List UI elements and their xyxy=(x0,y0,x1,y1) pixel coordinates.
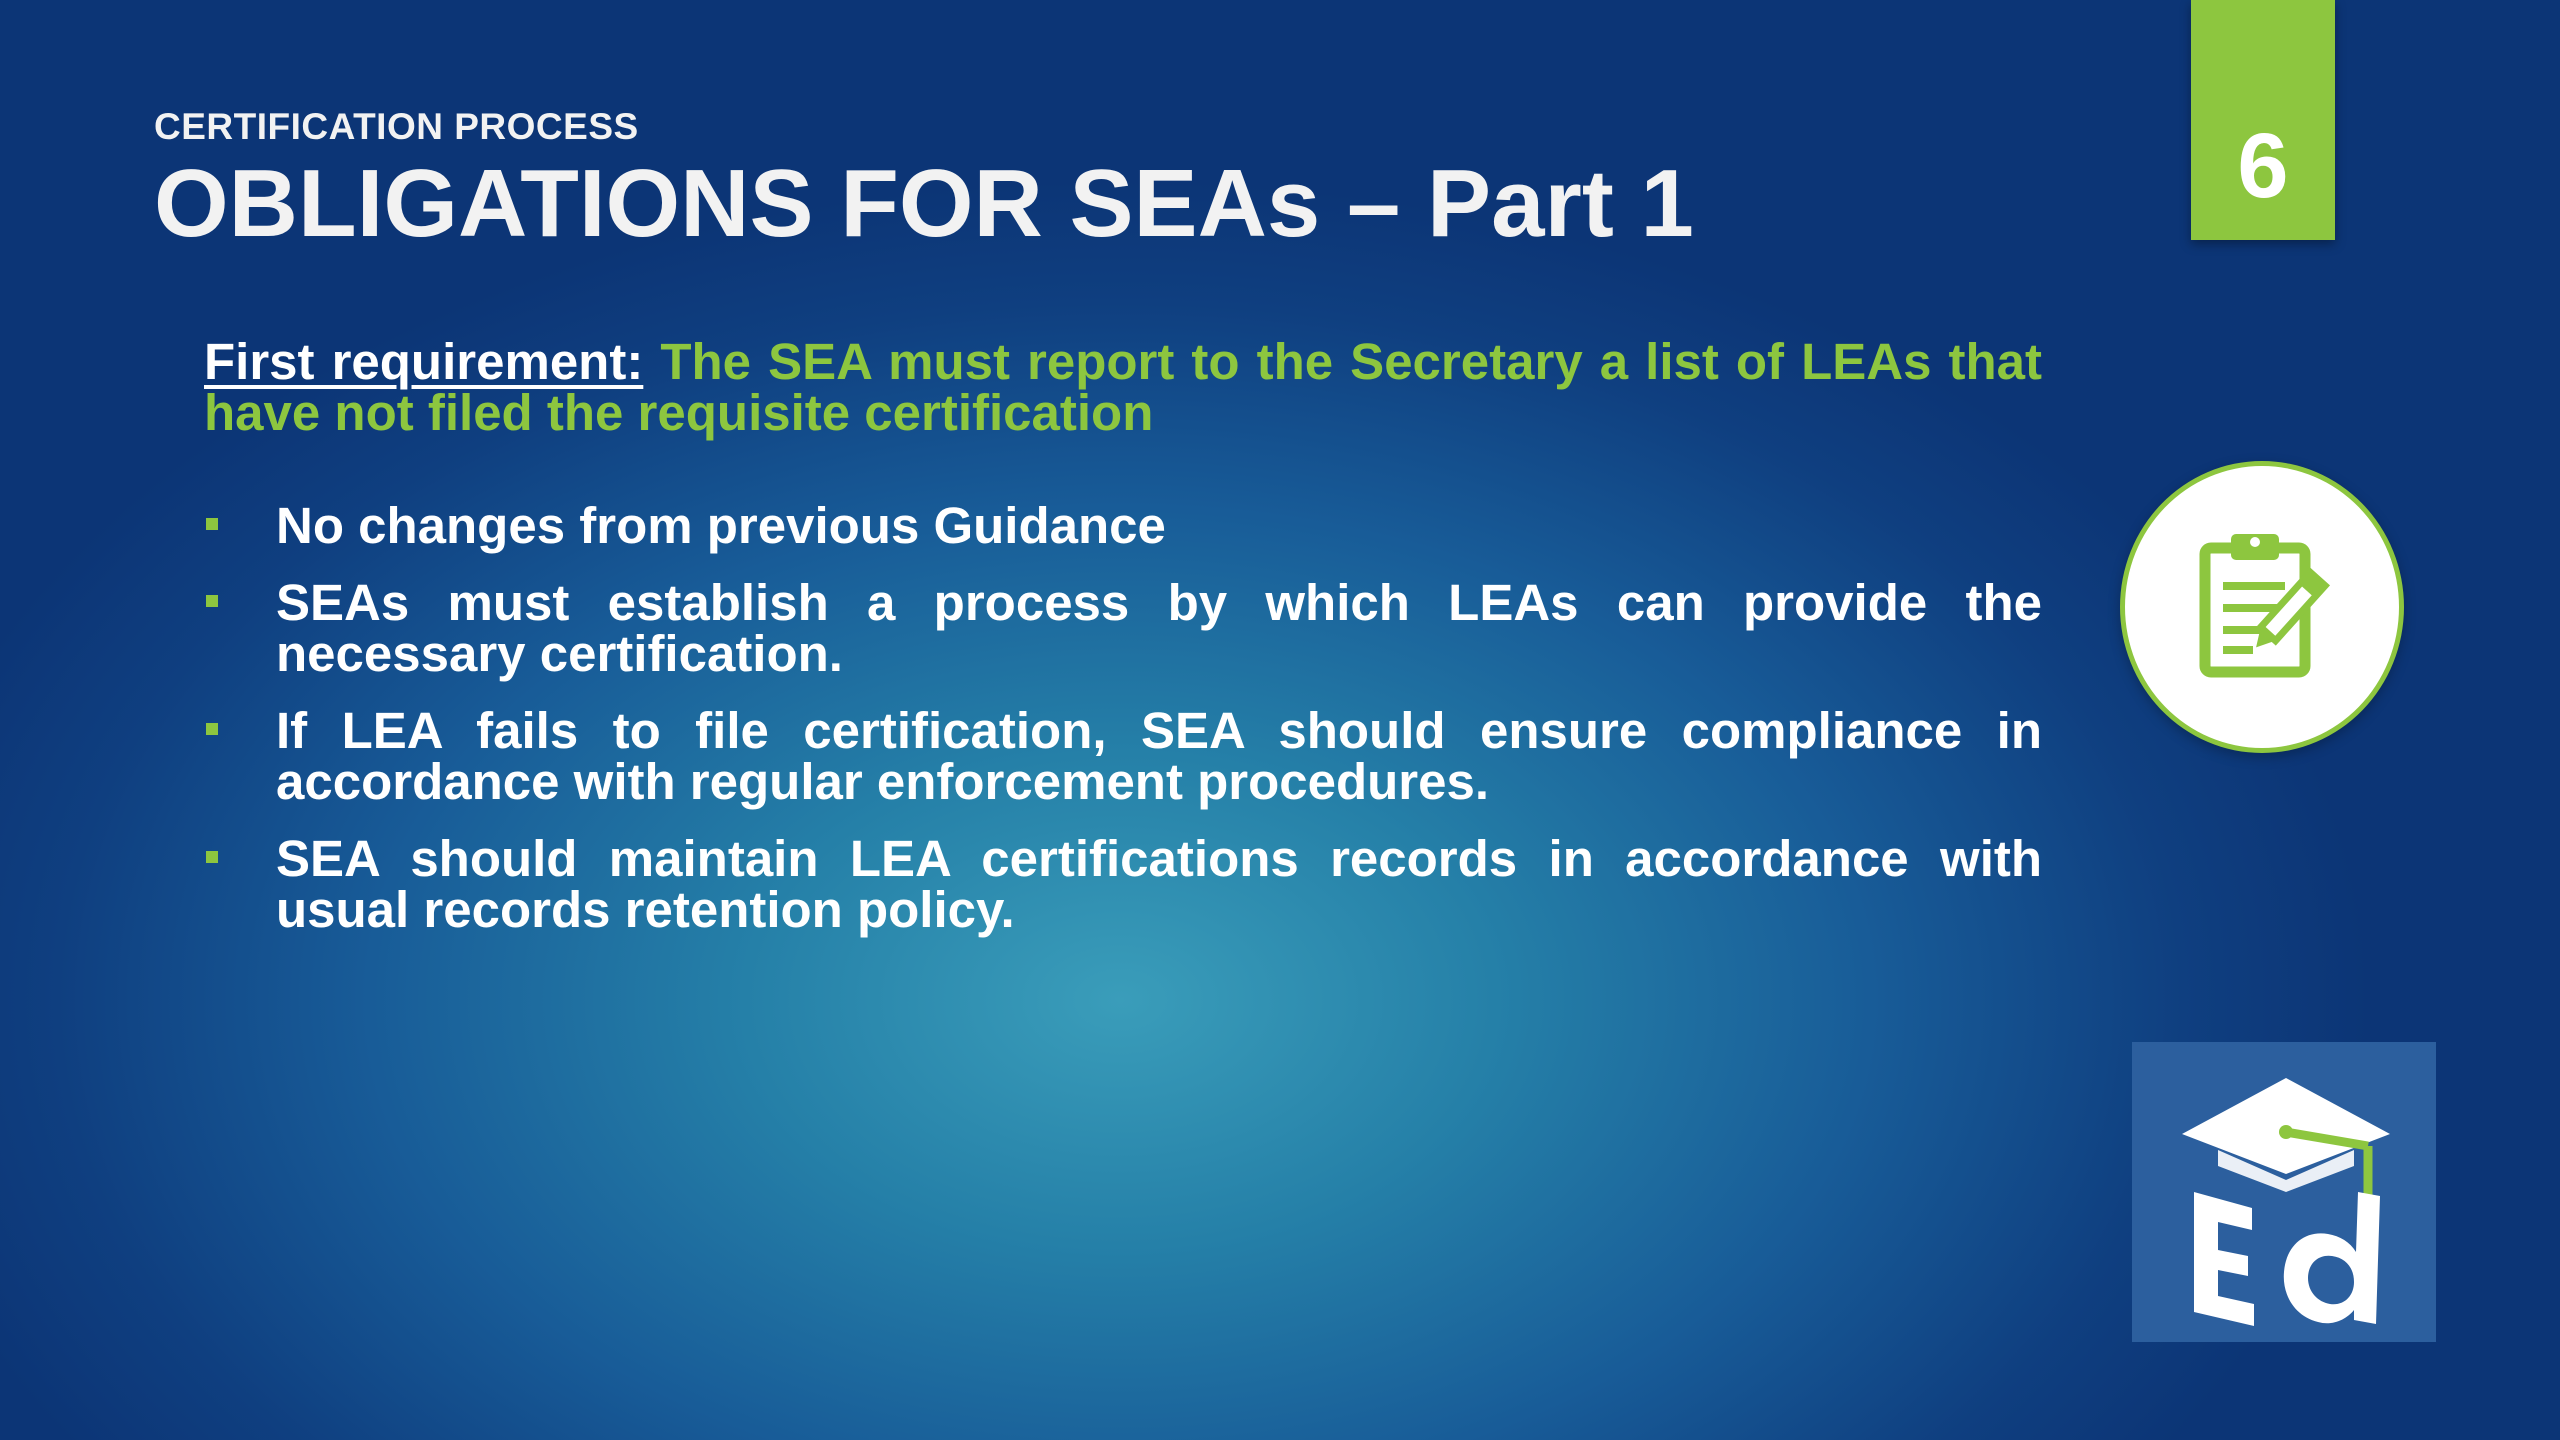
requirement-paragraph xyxy=(204,333,2043,441)
bullet-list xyxy=(204,497,2042,938)
department-of-education-logo xyxy=(2132,1042,2436,1342)
page-number-tab xyxy=(2191,0,2335,240)
bullet-item xyxy=(204,830,2042,938)
bullet-item xyxy=(204,497,2042,554)
bullet-text: If LEA fails to file certification, SEA should ensure compliance in accordance with regular enforcement procedures. xyxy=(276,702,2042,810)
slide-body xyxy=(204,333,2043,961)
bullet-text: SEA should maintain LEA certifications records in accordance with usual records retention policy. xyxy=(276,830,2042,938)
clipboard-badge xyxy=(2120,461,2404,753)
page-number: 6 xyxy=(2237,115,2289,217)
requirement-text: The SEA must report to the Secretary a list of LEAs that have not filed the requisite certification xyxy=(204,333,2043,441)
ed-logo-icon xyxy=(2132,1042,2436,1342)
square-bullet-icon xyxy=(206,851,218,863)
square-bullet-icon xyxy=(206,595,218,607)
bullet-item xyxy=(204,702,2042,810)
section-kicker: CERTIFICATION PROCESS xyxy=(154,106,639,147)
square-bullet-icon xyxy=(206,518,218,530)
bullet-text: No changes from previous Guidance xyxy=(276,497,1166,554)
clipboard-pencil-icon xyxy=(2191,528,2341,688)
bullet-text: SEAs must establish a process by which LEAs can provide the necessary certification. xyxy=(276,574,2042,682)
requirement-label: First requirement: xyxy=(204,333,644,390)
slide-title: OBLIGATIONS FOR SEAs – Part 1 xyxy=(154,150,1694,257)
bullet-item xyxy=(204,574,2042,682)
square-bullet-icon xyxy=(206,723,218,735)
